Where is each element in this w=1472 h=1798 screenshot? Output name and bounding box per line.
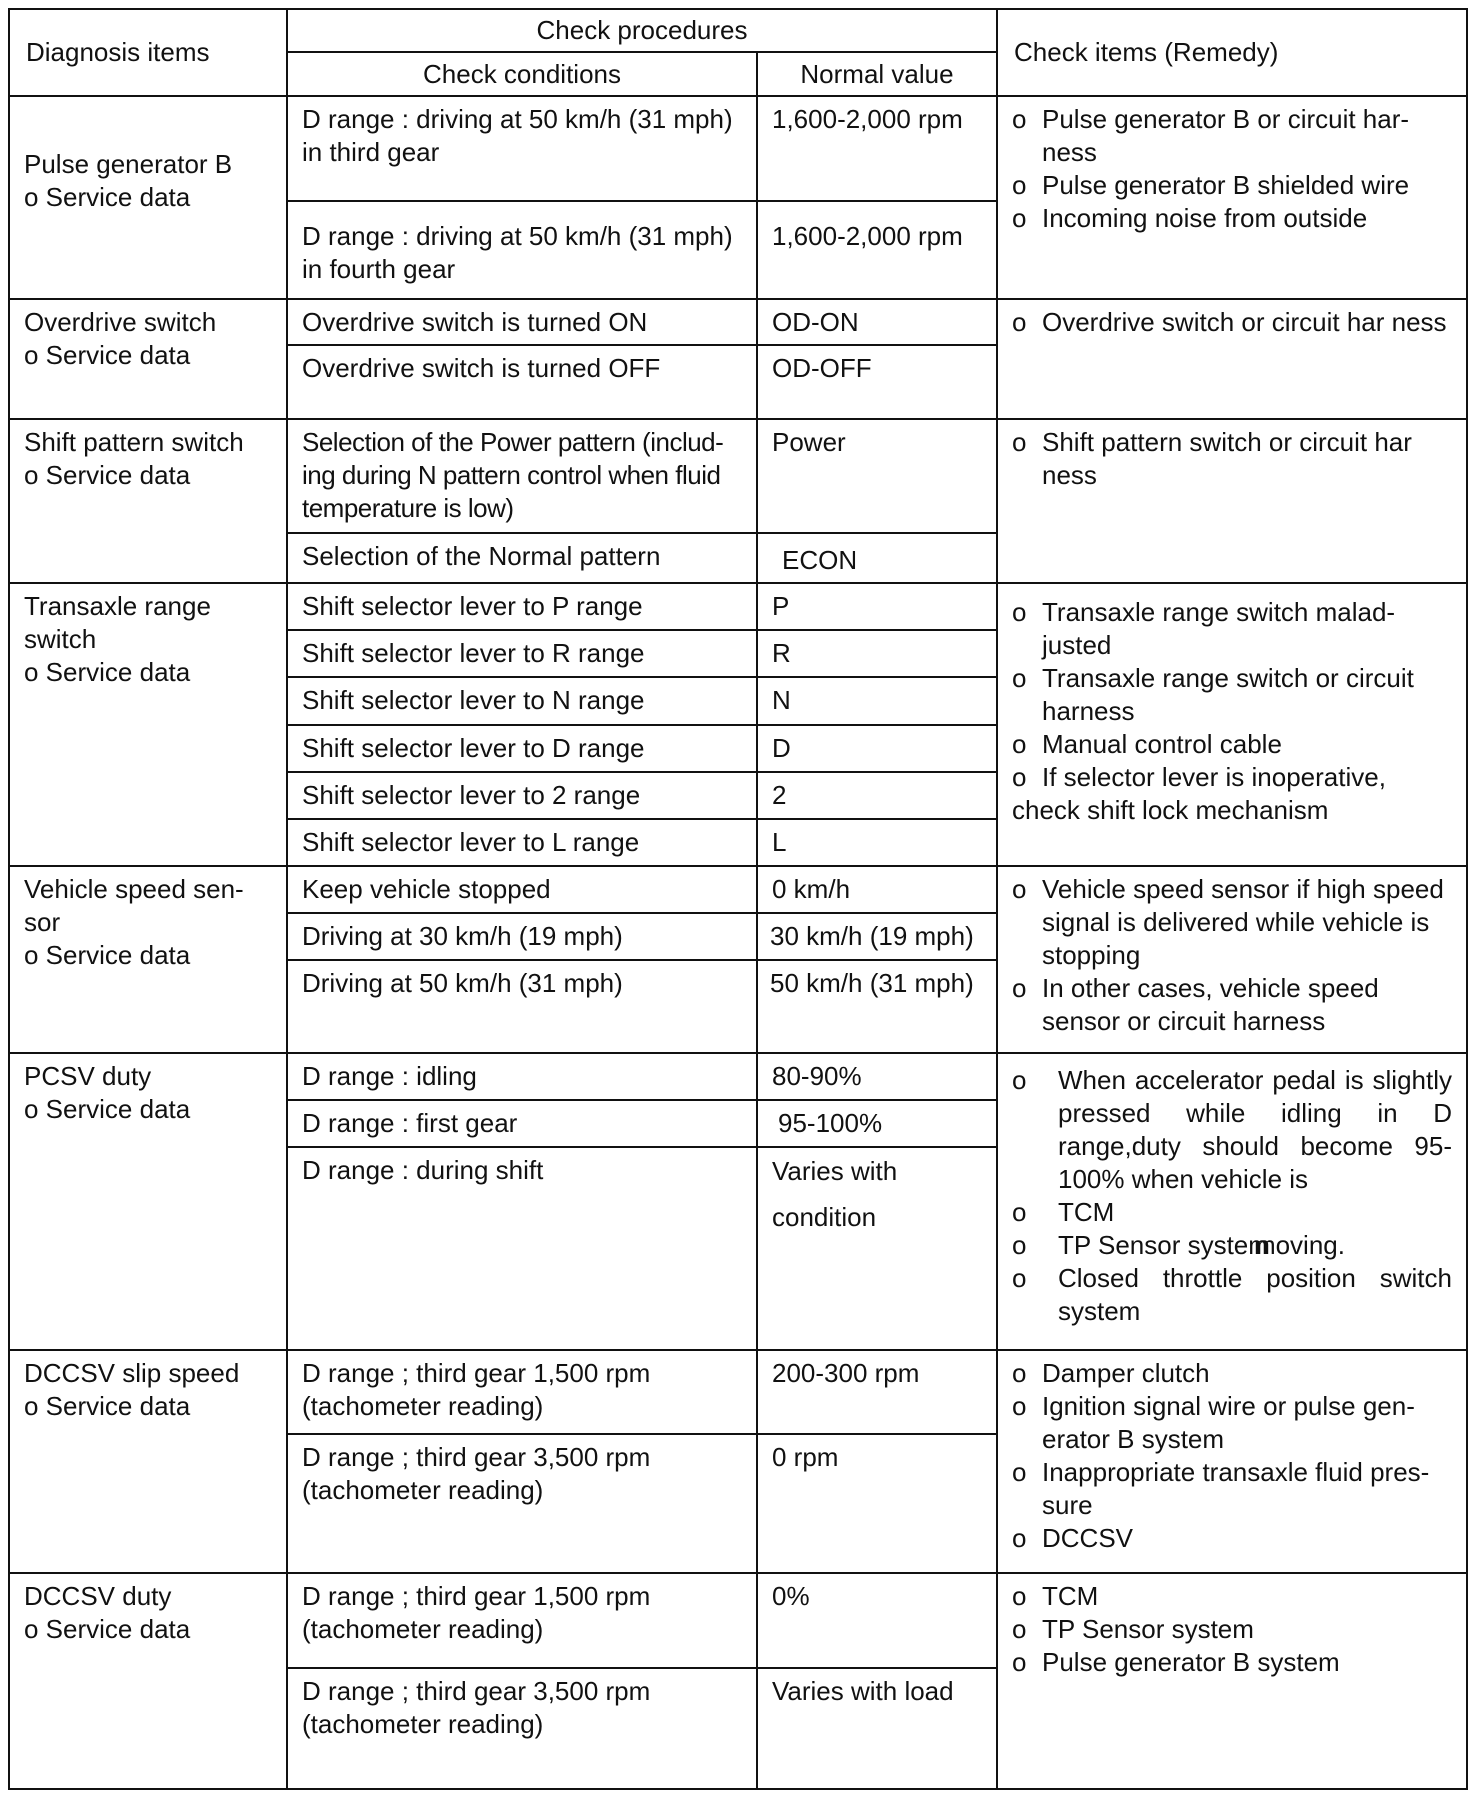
bullet-marker: o: [1012, 1647, 1027, 1678]
bullet-marker: o: [1012, 104, 1027, 134]
remedy-cell: [997, 1350, 1467, 1574]
normal-value: 80-90%: [757, 1053, 997, 1100]
bullet-marker: o: [1012, 1614, 1027, 1645]
normal-value: OD-OFF: [757, 345, 997, 419]
diagnosis-item-title: DCCSV slip speed: [24, 1357, 240, 1388]
normal-value: ECON: [757, 533, 997, 583]
diagnosis-item-cell: [9, 1053, 287, 1350]
remedy-item: o Inappropriate transaxle fluid pres- sure: [1012, 1456, 1430, 1520]
moving-annotation: moving.: [1253, 1229, 1345, 1260]
check-condition: Selection of the Power pattern (includ- ing during N pattern control when fluid temperature is low): [287, 419, 757, 533]
remedy-item: o TCM: [1012, 1196, 1115, 1227]
diagnosis-item-cell: [9, 1350, 287, 1574]
table-row: [9, 583, 1467, 630]
bullet-marker: o: [1012, 1196, 1027, 1227]
diagnosis-item-cell: [9, 866, 287, 1053]
check-condition: Selection of the Normal pattern: [287, 533, 757, 583]
check-condition: D range : idling: [287, 1053, 757, 1100]
bullet-marker: o: [1012, 1456, 1027, 1487]
remedy-item: o Closed throttle position switch system: [1012, 1262, 1452, 1326]
bullet-marker: o: [1012, 427, 1027, 457]
normal-value: 1,600-2,000 rpm: [757, 96, 997, 201]
bullet-marker: o: [1012, 1522, 1027, 1553]
remedy-cell: [997, 299, 1467, 419]
remedy-cell: [997, 96, 1467, 299]
service-data-label: o Service data: [24, 181, 191, 212]
normal-value: 200-300 rpm: [757, 1350, 997, 1434]
check-condition: Shift selector lever to D range: [287, 725, 757, 772]
remedy-cell: [997, 866, 1467, 1053]
check-condition: D range : driving at 50 km/h (31 mph) in fourth gear: [287, 201, 757, 299]
remedy-item: o Pulse generator B or circuit har- ness: [1012, 104, 1410, 167]
check-condition: Shift selector lever to L range: [287, 819, 757, 866]
remedy-item: o Ignition signal wire or pulse gen- erator B system: [1012, 1390, 1415, 1454]
check-condition: Shift selector lever to R range: [287, 630, 757, 677]
header-check-procedures: Check procedures: [287, 9, 997, 52]
remedy-cell: [997, 419, 1467, 583]
header-check-items: Check items (Remedy): [997, 9, 1467, 96]
check-condition: Overdrive switch is turned OFF: [287, 345, 757, 419]
check-condition: D range : during shift: [287, 1147, 757, 1350]
bullet-marker: o: [1012, 203, 1027, 233]
remedy-cell: [997, 583, 1467, 866]
bullet-marker: o: [1012, 307, 1027, 338]
diagnosis-item-cell: [9, 96, 287, 299]
check-condition: D range ; third gear 3,500 rpm (tachometer reading): [287, 1668, 757, 1789]
header-diagnosis-items: Diagnosis items: [9, 9, 287, 96]
check-condition: Shift selector lever to N range: [287, 677, 757, 724]
remedy-item-continuation: check shift lock mechanism: [1012, 795, 1329, 826]
table-row: [9, 299, 1467, 345]
check-condition: D range : first gear: [287, 1100, 757, 1147]
table-row: [9, 96, 1467, 201]
diagnosis-item-title: Vehicle speed sen- sor: [24, 873, 244, 937]
check-condition: Shift selector lever to 2 range: [287, 772, 757, 819]
diagnosis-item-cell: [9, 299, 287, 419]
diagnosis-table: [8, 8, 1468, 1790]
remedy-item: o TCM: [1012, 1581, 1099, 1612]
remedy-item: o Pulse generator B shielded wire: [1012, 170, 1410, 200]
remedy-item: o Overdrive switch or circuit har ness: [1012, 307, 1447, 338]
bullet-marker: o: [1012, 663, 1027, 694]
normal-value: 50 km/h (31 mph): [757, 960, 997, 1052]
header-check-conditions: Check conditions: [287, 52, 757, 96]
remedy-item: o In other cases, vehicle speed sensor or circuit harness: [1012, 972, 1379, 1036]
remedy-item: o When accelerator pedal is slightly pressed while idling in D range,duty should become 95-100% when vehicle is: [1012, 1064, 1452, 1194]
remedy-item: o Damper clutch: [1012, 1357, 1210, 1388]
bullet-marker: o: [1012, 1357, 1027, 1388]
normal-value: P: [757, 583, 997, 630]
diagnosis-item-title: Transaxle range switch: [24, 591, 211, 655]
normal-value: 1,600-2,000 rpm: [757, 201, 997, 299]
bullet-marker: o: [1012, 1581, 1027, 1612]
check-condition: D range ; third gear 1,500 rpm (tachometer reading): [287, 1350, 757, 1434]
remedy-item: o Transaxle range switch or circuit harness: [1012, 663, 1414, 727]
bullet-marker: o: [1012, 1262, 1027, 1293]
bullet-marker: o: [1012, 762, 1027, 793]
diagnosis-item-title: Pulse generator B: [24, 148, 233, 179]
service-data-label: o Service data: [24, 1093, 191, 1124]
service-data-label: o Service data: [24, 1614, 191, 1645]
diagnosis-document: [8, 8, 1466, 1790]
diagnosis-item-title: Shift pattern switch: [24, 427, 244, 457]
check-condition: Driving at 30 km/h (19 mph): [287, 913, 757, 960]
normal-value: Varies with load: [757, 1668, 997, 1789]
check-condition: Overdrive switch is turned ON: [287, 299, 757, 345]
remedy-item: o TP Sensor systemmoving.: [1012, 1229, 1345, 1260]
remedy-item: o Pulse generator B system: [1012, 1647, 1340, 1678]
service-data-label: o Service data: [24, 1390, 191, 1421]
normal-value: L: [757, 819, 997, 866]
normal-value: 30 km/h (19 mph): [757, 913, 997, 960]
table-row: [9, 866, 1467, 913]
service-data-label: o Service data: [24, 657, 191, 688]
bullet-marker: o: [1012, 873, 1027, 904]
normal-value: N: [757, 677, 997, 724]
service-data-label: o Service data: [24, 460, 191, 490]
service-data-label: o Service data: [24, 340, 191, 371]
remedy-cell: [997, 1053, 1467, 1350]
table-row: [9, 1573, 1467, 1667]
table-row: [9, 1053, 1467, 1100]
remedy-item: o Manual control cable: [1012, 729, 1282, 760]
service-data-label: o Service data: [24, 939, 191, 970]
normal-value: OD-ON: [757, 299, 997, 345]
normal-value: 0%: [757, 1573, 997, 1667]
normal-value: 95-100%: [757, 1100, 997, 1147]
bullet-marker: o: [1012, 729, 1027, 760]
remedy-item: o DCCSV: [1012, 1522, 1134, 1553]
header-normal-value: Normal value: [757, 52, 997, 96]
bullet-marker: o: [1012, 170, 1027, 200]
bullet-marker: o: [1012, 597, 1027, 628]
check-condition: Keep vehicle stopped: [287, 866, 757, 913]
normal-value: 0 km/h: [757, 866, 997, 913]
normal-value: Power: [757, 419, 997, 533]
remedy-item: o Incoming noise from outside: [1012, 203, 1368, 233]
diagnosis-item-cell: [9, 583, 287, 866]
bullet-marker: o: [1012, 972, 1027, 1003]
bullet-marker: o: [1012, 1390, 1027, 1421]
remedy-item: o TP Sensor system: [1012, 1614, 1254, 1645]
diagnosis-item-title: DCCSV duty: [24, 1581, 172, 1612]
check-condition: D range ; third gear 3,500 rpm (tachometer reading): [287, 1434, 757, 1573]
remedy-item: o If selector lever is inoperative,: [1012, 762, 1386, 793]
normal-value: 2: [757, 772, 997, 819]
bullet-marker: o: [1012, 1229, 1027, 1260]
remedy-item: o Vehicle speed sensor if high speed signal is delivered while vehicle is stopping: [1012, 873, 1444, 970]
diagnosis-item-title: PCSV duty: [24, 1060, 152, 1091]
check-condition: Shift selector lever to P range: [287, 583, 757, 630]
diagnosis-item-title: Overdrive switch: [24, 307, 217, 338]
diagnosis-item-cell: [9, 1573, 287, 1789]
table-row: [9, 1350, 1467, 1434]
normal-value: 0 rpm: [757, 1434, 997, 1573]
remedy-item: o Shift pattern switch or circuit har ness: [1012, 427, 1412, 490]
bullet-marker: o: [1012, 1064, 1027, 1095]
diagnosis-item-cell: [9, 419, 287, 583]
check-condition: D range : driving at 50 km/h (31 mph) in third gear: [287, 96, 757, 201]
table-row: [9, 419, 1467, 533]
remedy-item: o Transaxle range switch malad- justed: [1012, 597, 1396, 661]
normal-value: R: [757, 630, 997, 677]
normal-value: Varies with condition: [757, 1147, 997, 1350]
check-condition: Driving at 50 km/h (31 mph): [287, 960, 757, 1052]
check-condition: D range ; third gear 1,500 rpm (tachometer reading): [287, 1573, 757, 1667]
remedy-cell: [997, 1573, 1467, 1789]
normal-value: D: [757, 725, 997, 772]
